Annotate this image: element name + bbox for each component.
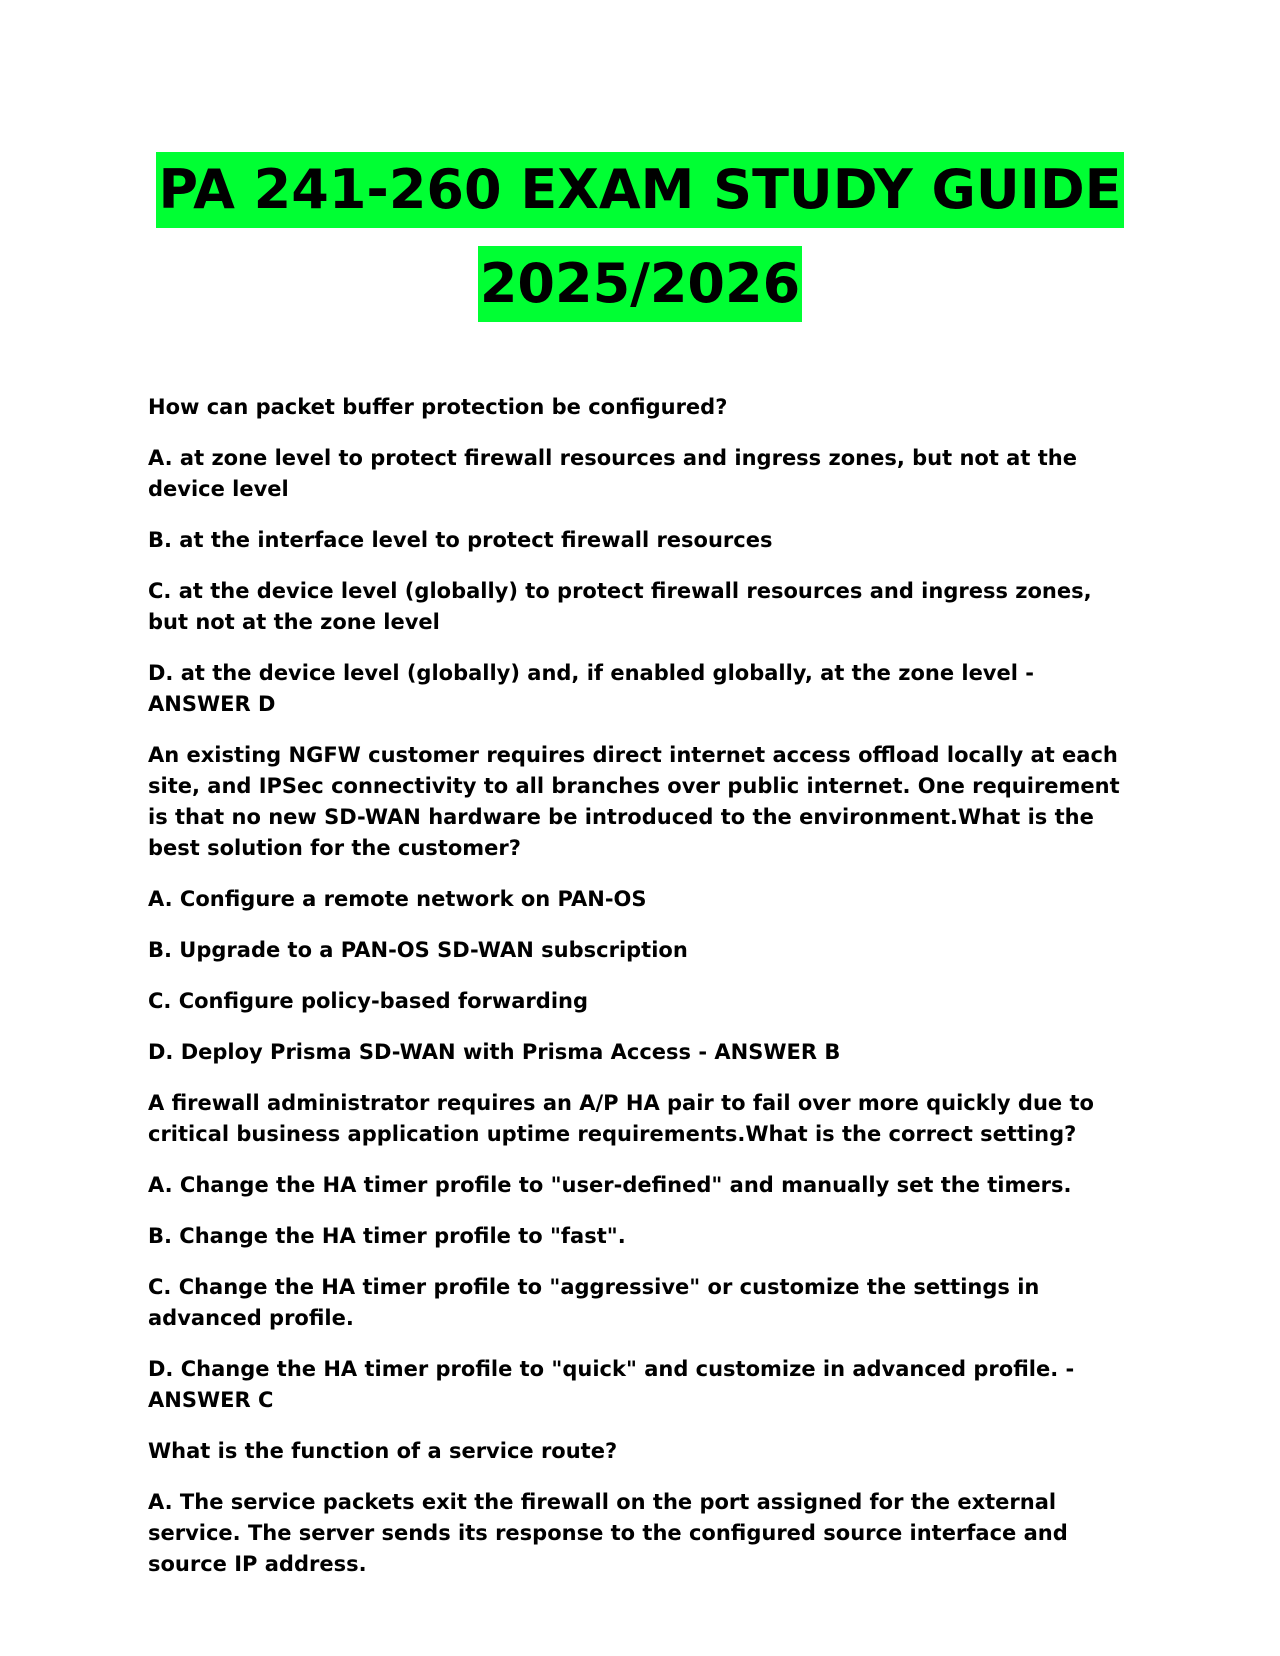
title-line-1: PA 241-260 EXAM STUDY GUIDE bbox=[156, 152, 1123, 228]
question-1-option-a: A. at zone level to protect firewall resources and ingress zones, but not at the device level bbox=[148, 446, 1077, 501]
question-1-option-d: D. at the device level (globally) and, if enabled globally, at the zone level - ANSWER D bbox=[148, 661, 1034, 716]
question-3-option-a: A. Change the HA timer profile to "user-defined" and manually set the timers. bbox=[148, 1173, 1072, 1197]
question-4-option-a: A. The service packets exit the firewall on the port assigned for the external service. The server sends its response to the configured source interface and source IP address. bbox=[148, 1490, 1068, 1576]
question-2-option-c: C. Configure policy-based forwarding bbox=[148, 989, 589, 1013]
question-3: A firewall administrator requires an A/P HA pair to fail over more quickly due to critical business application uptime requirements.What is the correct setting? bbox=[148, 1091, 1094, 1146]
title-line-2: 2025/2026 bbox=[478, 246, 802, 322]
question-2-option-b: B. Upgrade to a PAN-OS SD-WAN subscription bbox=[148, 938, 688, 962]
question-3-option-d: D. Change the HA timer profile to "quick" and customize in advanced profile. - ANSWER C bbox=[148, 1357, 1075, 1412]
question-1: How can packet buffer protection be configured? bbox=[148, 395, 728, 419]
title-block bbox=[0, 146, 1280, 334]
question-2-option-a: A. Configure a remote network on PAN-OS bbox=[148, 887, 647, 911]
question-2-option-d: D. Deploy Prisma SD-WAN with Prisma Access - ANSWER B bbox=[148, 1040, 841, 1064]
question-1-option-b: B. at the interface level to protect firewall resources bbox=[148, 528, 773, 552]
question-4: What is the function of a service route? bbox=[148, 1439, 618, 1463]
question-3-option-c: C. Change the HA timer profile to "aggressive" or customize the settings in advanced profile. bbox=[148, 1275, 1040, 1330]
question-3-option-b: B. Change the HA timer profile to "fast". bbox=[148, 1224, 626, 1248]
document-body bbox=[148, 392, 1138, 1600]
question-1-option-c: C. at the device level (globally) to protect firewall resources and ingress zones, but not at the zone level bbox=[148, 579, 1092, 634]
question-2: An existing NGFW customer requires direct internet access offload locally at each site, and IPSec connectivity to all branches over public internet. One requirement is that no new SD-WAN hardware be introduced to the environment.What is the best solution for the customer? bbox=[148, 743, 1120, 860]
